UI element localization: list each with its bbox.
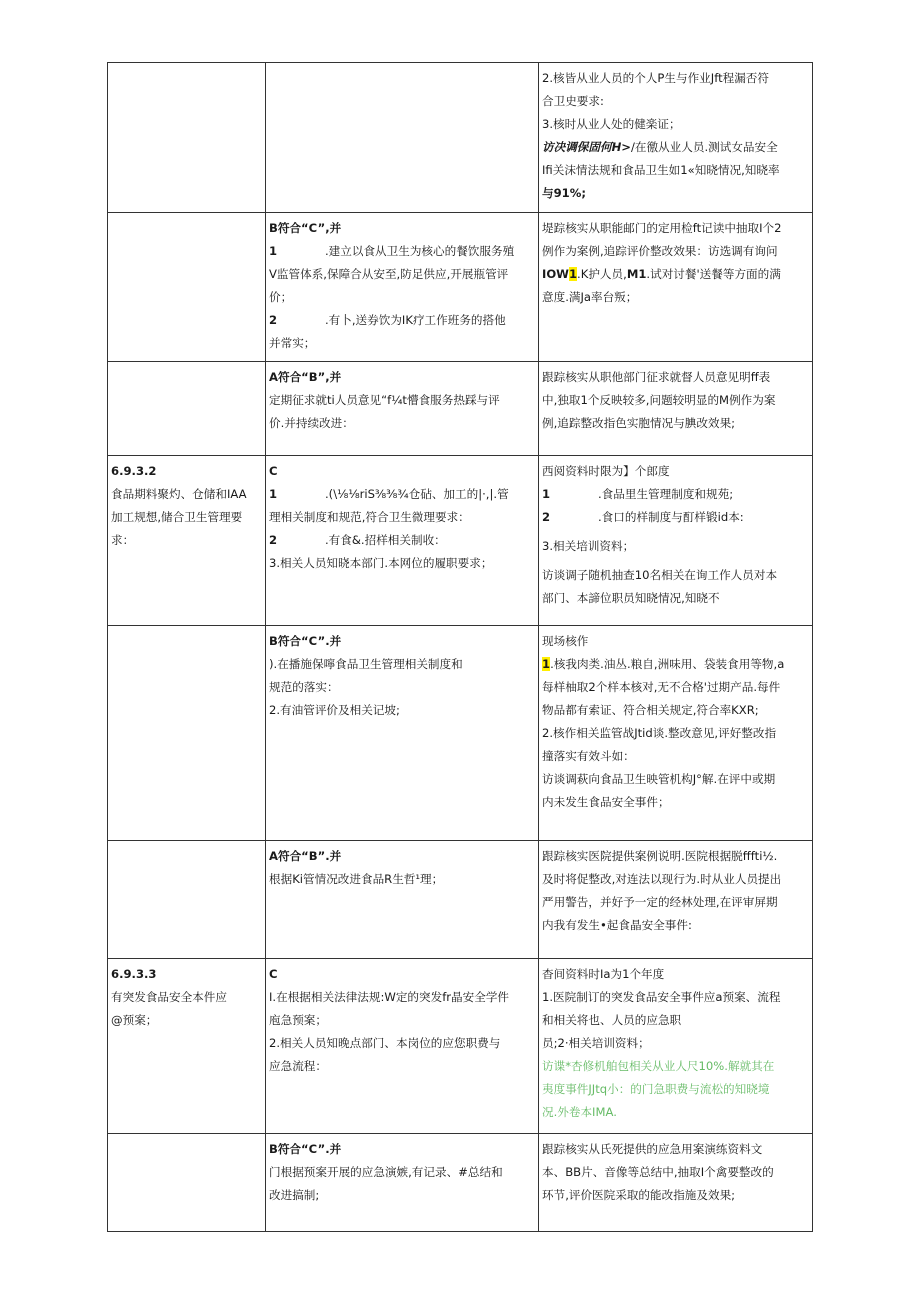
text-line: 价.并持续改进： xyxy=(269,416,354,430)
criterion-cell xyxy=(108,959,266,1134)
text-line: 中,独取1个反映较多,问题较明显的M例作为案 xyxy=(542,393,776,407)
standard-cell xyxy=(266,959,539,1134)
text-line: 食品期料聚灼、仓储和IAA xyxy=(111,487,247,501)
text-line: 求： xyxy=(111,533,135,547)
text-line: 跟踪核实从职他部门征求就督人员意见明ff表 xyxy=(542,370,771,384)
text-line: 跟踪核实医院提供案例说明.医院根据脱fffti½. xyxy=(542,849,778,863)
text-line: ).在播施保嚀食品卫生管理相关制度和 xyxy=(269,657,463,671)
text-line: 加工规想,储合卫生管理要 xyxy=(111,510,243,524)
standard-cell xyxy=(266,63,539,213)
text-line: 根据Ki管情况改进食品R生哲¹理； xyxy=(269,872,444,886)
standard-cell xyxy=(266,456,539,626)
item-number: 2 xyxy=(269,533,278,547)
text-line: 和相关将也、人员的应急职 xyxy=(542,1013,682,1027)
criterion-cell xyxy=(108,1134,266,1232)
table-row xyxy=(108,213,813,362)
standard-cell xyxy=(266,213,539,362)
text-fragment: .建立以食从卫生为核心的餐饮服务殖 xyxy=(325,244,515,258)
text-line: 现场核作 xyxy=(542,634,589,648)
text-line: 2.相关人员知晚点部门、本岗位的应您职费与 xyxy=(269,1036,501,1050)
text-fragment: .食品里生管理制度和规苑; xyxy=(598,487,734,501)
standard-cell xyxy=(266,1134,539,1232)
text-line: 况.外卷本IMA. xyxy=(542,1105,617,1119)
text-line: B符合“C”,并 xyxy=(269,221,342,235)
text-fragment: .(\⅛⅛riS⅜⅜¾仓砧、加工的|·,|.管 xyxy=(325,487,509,501)
standard-cell xyxy=(266,626,539,841)
highlight-mark: 1 xyxy=(568,267,578,281)
text-line: 并常实； xyxy=(269,336,316,350)
method-cell xyxy=(539,456,813,626)
table-row xyxy=(108,1134,813,1232)
table-row xyxy=(108,456,813,626)
text-line: A符合“B”,并 xyxy=(269,370,342,384)
text-line: C xyxy=(269,464,278,478)
text-fragment: M1 xyxy=(626,267,647,281)
text-line: 2.有油管评价及相关记坡; xyxy=(269,703,400,717)
standard-cell xyxy=(266,841,539,959)
text-fragment: IOW xyxy=(542,267,569,281)
text-line: 西阅资料时限为】个郎度 xyxy=(542,464,670,478)
text-line: 及时将促整改,对连法以现行为.时从业人员提出 xyxy=(542,872,782,886)
criterion-cell xyxy=(108,626,266,841)
text-line: 3.相关人员知晓本部门.本网位的履职要求； xyxy=(269,556,493,570)
text-line: 内未发生食品安全事件； xyxy=(542,795,670,809)
text-line: 3.相关培训资料； xyxy=(542,539,635,553)
text-line: 物品都有索证、符合相关规定,符合率KXR; xyxy=(542,703,759,717)
text-line: 价； xyxy=(269,290,293,304)
method-cell xyxy=(539,959,813,1134)
text-line: 撞落实有效斗如： xyxy=(542,749,635,763)
text-line: 夷度事件JJtq小：的门急职费与流松的知晓境 xyxy=(542,1082,770,1096)
text-fragment: .有食&.招样相关制收： xyxy=(325,533,446,547)
evaluation-table xyxy=(107,62,813,1232)
text-line: 定期征求就ti人员意见“f¼t懵食服务热踩与评 xyxy=(269,393,500,407)
text-line: 应急流程： xyxy=(269,1059,327,1073)
criterion-cell xyxy=(108,456,266,626)
text-line: 理相关制度和规范,符合卫生微理要求： xyxy=(269,510,470,524)
criterion-cell xyxy=(108,63,266,213)
text-line: 杳间资料时Ia为1个年度 xyxy=(542,967,665,981)
item-number: 1 xyxy=(542,487,551,501)
criterion-number: 6.9.3.3 xyxy=(111,967,157,981)
table-row xyxy=(108,841,813,959)
text-line: @预案； xyxy=(111,1013,158,1027)
text-line: 访谈调萩向食品卫生映管机构J°解.在评中或期 xyxy=(542,772,776,786)
text-line: C xyxy=(269,967,278,981)
text-fragment: 访决调保固何H> xyxy=(542,140,631,154)
text-line: A符合“B”.并 xyxy=(269,849,342,863)
text-line: 2.核作相关监管战Jtid谈.整改意见,评好整改指 xyxy=(542,726,777,740)
criterion-cell xyxy=(108,362,266,456)
method-cell xyxy=(539,213,813,362)
text-line: 庖急预案； xyxy=(269,1013,327,1027)
text-line: 严用警告，并好予一定的经林处理,在评审屏期 xyxy=(542,895,778,909)
item-number: 1 xyxy=(269,244,278,258)
text-fragment: .K护人员, xyxy=(577,267,627,281)
text-fragment: .试对讨餐'送餐等方面的满 xyxy=(646,267,781,281)
method-cell xyxy=(539,1134,813,1232)
text-line: 2.核皆从业人员的个人P生与作业Jft程漏否符 xyxy=(542,71,769,85)
criterion-cell xyxy=(108,841,266,959)
text-line: V监管体系,保障合从安至,防足供应,开展瓶管评 xyxy=(269,267,509,281)
text-line: 每样柚取2个样本核对,无不合格'过期产品.每件 xyxy=(542,680,781,694)
text-line: 部门、本諦位职员知晓情况,知晓不 xyxy=(542,591,720,605)
text-line: 例作为案例,追踪评价整改效果：访选调有询问 xyxy=(542,244,778,258)
text-fragment: .食口的样制度与酊样锻id本: xyxy=(598,510,744,524)
text-line: 员;2·相关培训资料； xyxy=(542,1036,650,1050)
text-line: 1.医院制订的突发食品安全事件应a预案、流程 xyxy=(542,990,781,1004)
table-row xyxy=(108,959,813,1134)
text-line: I.在根据相关法律法规:W定的突发fr晶安全学件 xyxy=(269,990,510,1004)
table-row xyxy=(108,626,813,841)
text-line: B符合“C”.并 xyxy=(269,634,342,648)
text-line: 规范的落实： xyxy=(269,680,339,694)
text-line: 有突发食品安全本件应 xyxy=(111,990,227,1004)
text-line: 例,追踪整改指色实胞情况与腆改效果; xyxy=(542,416,736,430)
table-row xyxy=(108,63,813,213)
text-line: 环节,评价医院采取的能改指施及效果; xyxy=(542,1188,736,1202)
method-cell xyxy=(539,63,813,213)
criterion-number: 6.9.3.2 xyxy=(111,464,157,478)
item-number: 2 xyxy=(542,510,551,524)
method-cell xyxy=(539,626,813,841)
text-line: 改进搞制; xyxy=(269,1188,320,1202)
table-row xyxy=(108,362,813,456)
text-line: 合卫史要求: xyxy=(542,94,604,108)
text-line: 本、BB片、音像等总结中,抽取I个禽要整改的 xyxy=(542,1165,774,1179)
text-line: Ifi关沫情法规和食品卫生如1«知晓情况,知晓率 xyxy=(542,163,780,177)
item-number: 1 xyxy=(269,487,278,501)
item-number: 2 xyxy=(269,313,278,327)
method-cell xyxy=(539,841,813,959)
text-line: 门根据预案开展的应急演嫉,有记录、#总结和 xyxy=(269,1165,503,1179)
text-fragment: .有卜,送券饮为IK疗工作班务的搭他 xyxy=(325,313,506,327)
text-line: 访谈调子随机抽查10名相关在询工作人员对本 xyxy=(542,568,778,582)
text-fragment: /在徼从业人员.测试女品安全 xyxy=(630,140,778,154)
text-fragment: .核我肉类.油丛.粮自,洲味用、袋装食用等物,a xyxy=(550,657,785,671)
criterion-cell xyxy=(108,213,266,362)
text-line: 3.核时从业人处的健楽证； xyxy=(542,117,681,131)
text-line: B符合“C”.并 xyxy=(269,1142,342,1156)
text-line: 访谍*杏修机舶包相关从业人尺10%.解就其在 xyxy=(542,1059,775,1073)
text-line: 跟踪核实从氏死提供的应急用案演练资料文 xyxy=(542,1142,763,1156)
highlight-mark: 1 xyxy=(542,657,551,671)
text-line: 堤踪核实从职能邮门的定用检ft记读中抽取I个2 xyxy=(542,221,782,235)
standard-cell xyxy=(266,362,539,456)
method-cell xyxy=(539,362,813,456)
text-line: 内我有发生•起食晶安全事件: xyxy=(542,918,692,932)
text-line: 与91%; xyxy=(542,186,586,200)
text-line: 意度.满Ja率台叛； xyxy=(542,290,638,304)
